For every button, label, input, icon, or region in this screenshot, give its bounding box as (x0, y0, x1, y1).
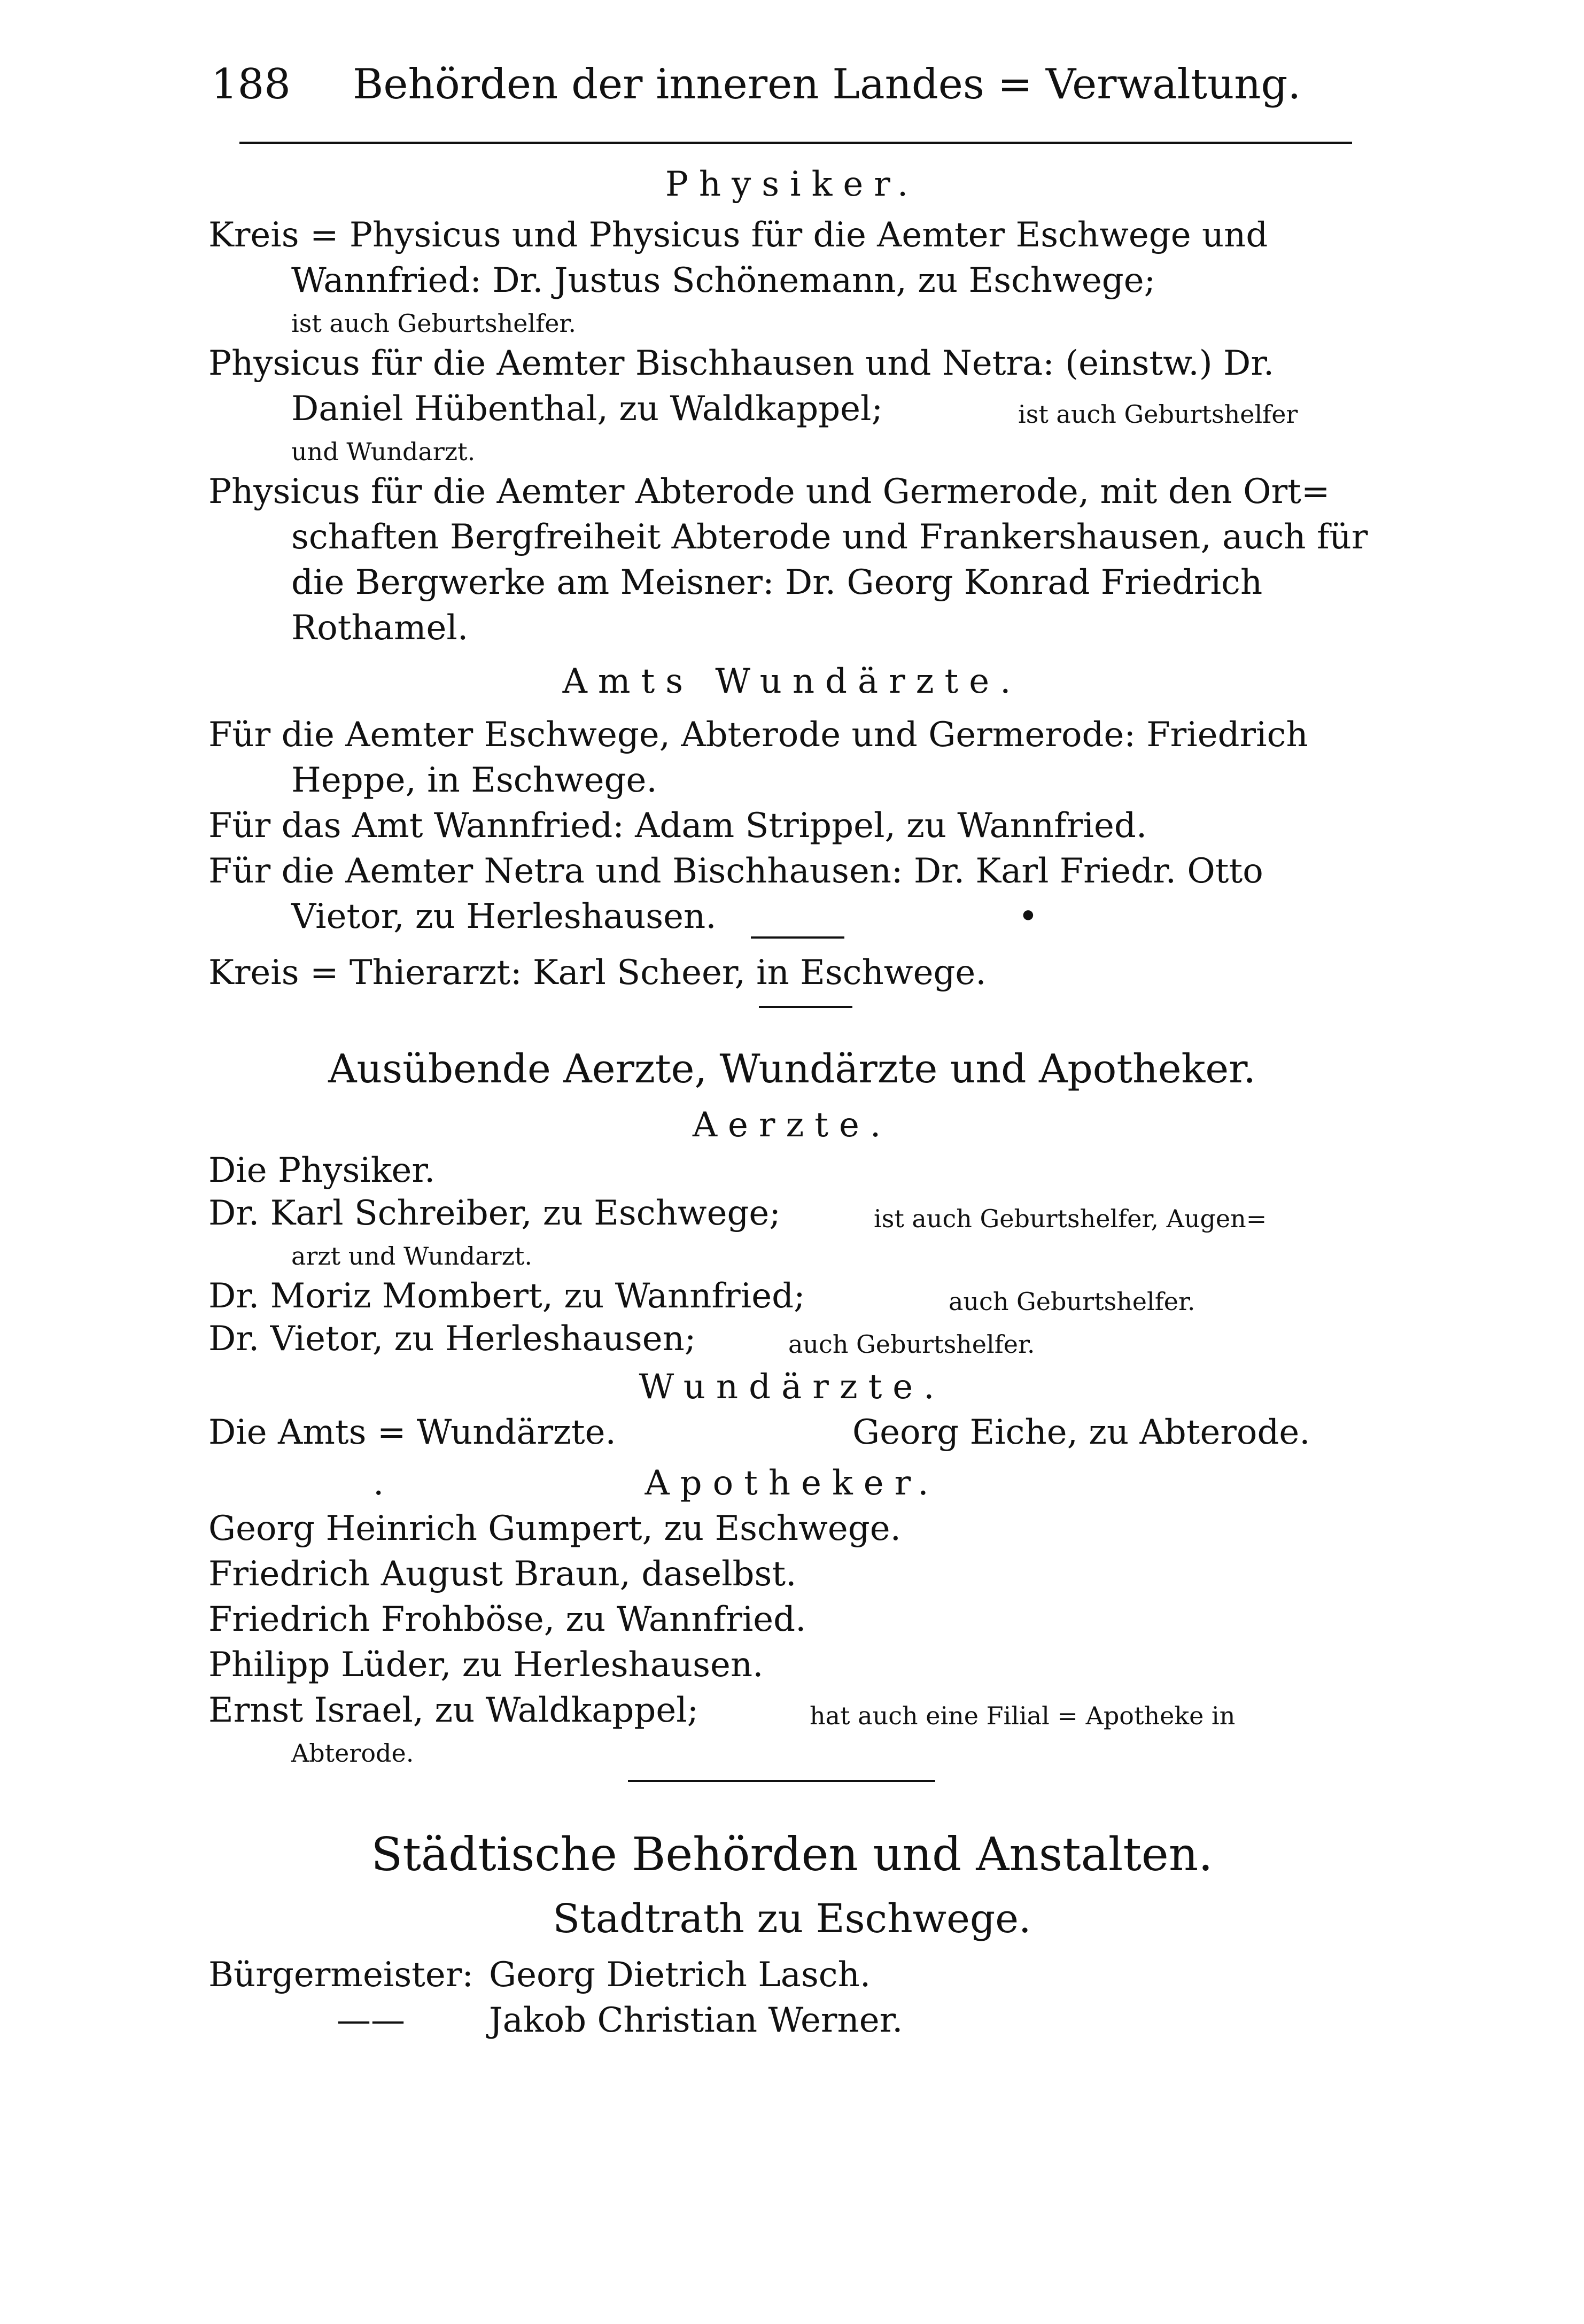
physiker-entry-1-line-2: Wannfried: Dr. Justus Schönemann, zu Eschwege; (291, 261, 1156, 300)
subsection-title-aerzte: Aerzte. (692, 1105, 892, 1145)
aerzte-entry-3-note-inline: auch Geburtshelfer. (949, 1287, 1195, 1316)
apotheker-dot: . (373, 1463, 384, 1503)
physiker-entry-1-line-1: Kreis = Physicus und Physicus für die Aemter Eschwege und (208, 215, 1268, 255)
physiker-entry-3-line-2: schaften Bergfreiheit Abterode und Frankershausen, auch für (291, 517, 1368, 557)
physiker-entry-2-note-inline: ist auch Geburtshelfer (1018, 400, 1298, 429)
amtswundaerzte-entry-3-line-1: Für die Aemter Netra und Bischhausen: Dr. Karl Friedr. Otto (208, 851, 1263, 891)
aerzte-entry-4-note-inline: auch Geburtshelfer. (788, 1330, 1035, 1359)
short-rule-2 (759, 1006, 852, 1008)
apotheker-entry-3: Friedrich Frohböse, zu Wannfried. (208, 1600, 806, 1639)
apotheker-entry-5: Ernst Israel, zu Waldkappel; (208, 1691, 699, 1730)
amtswundaerzte-entry-3-line-2: Vietor, zu Herleshausen. (291, 897, 717, 936)
aerzte-entry-3: Dr. Moriz Mombert, zu Wannfried; (208, 1276, 805, 1316)
apotheker-entry-5-note: Abterode. (291, 1739, 414, 1768)
bullet-mark: • (1018, 897, 1038, 936)
amtswundaerzte-entry-1-line-1: Für die Aemter Eschwege, Abterode und Germerode: Friedrich (208, 715, 1308, 755)
physiker-entry-3-line-3: die Bergwerke am Meisner: Dr. Georg Konrad Friedrich (291, 563, 1263, 602)
physiker-entry-3-line-4: Rothamel. (291, 608, 469, 648)
page-number: 188 (211, 60, 291, 109)
header-rule (239, 142, 1352, 144)
physiker-entry-2-note: und Wundarzt. (291, 437, 476, 466)
section-title-physiker: Physiker. (665, 165, 919, 204)
wundaerzte-left: Die Amts = Wundärzte. (208, 1413, 616, 1452)
apotheker-entry-1: Georg Heinrich Gumpert, zu Eschwege. (208, 1509, 901, 1548)
apotheker-entry-4: Philipp Lüder, zu Herleshausen. (208, 1645, 764, 1685)
physiker-entry-2-line-2: Daniel Hübenthal, zu Waldkappel; (291, 389, 883, 429)
wundaerzte-right: Georg Eiche, zu Abterode. (852, 1413, 1310, 1452)
physiker-entry-2-line-1: Physicus für die Aemter Bischhausen und Netra: (einstw.) Dr. (208, 344, 1275, 383)
subsection-title-apotheker: Apotheker. (645, 1463, 939, 1503)
subsection-title-wundaerzte: Wundärzte. (639, 1367, 945, 1407)
buergermeister-label: Bürgermeister: (208, 1955, 473, 1995)
section-title-amtswundaerzte: Amts Wundärzte. (562, 662, 1022, 701)
aerzte-entry-1: Die Physiker. (208, 1151, 436, 1190)
dash-mark: —— (337, 2001, 405, 2040)
subsection-title-stadtrath: Stadtrath zu Eschwege. (553, 1896, 1031, 1942)
running-title: Behörden der inneren Landes = Verwaltung. (353, 60, 1301, 109)
buergermeister-2: Jakob Christian Werner. (489, 2001, 903, 2040)
amtswundaerzte-entry-2: Für das Amt Wannfried: Adam Strippel, zu Wannfried. (208, 806, 1147, 846)
short-rule-1 (751, 936, 844, 939)
buergermeister-1: Georg Dietrich Lasch. (489, 1955, 871, 1995)
aerzte-entry-2-note: arzt und Wundarzt. (291, 1242, 532, 1271)
section-title-staedtische: Städtische Behörden und Anstalten. (371, 1828, 1213, 1881)
amtswundaerzte-entry-1-line-2: Heppe, in Eschwege. (291, 761, 657, 800)
aerzte-entry-2: Dr. Karl Schreiber, zu Eschwege; (208, 1194, 781, 1233)
apotheker-entry-2: Friedrich August Braun, daselbst. (208, 1554, 797, 1594)
apotheker-entry-5-note-inline: hat auch eine Filial = Apotheke in (810, 1701, 1236, 1730)
physiker-entry-1-note: ist auch Geburtshelfer. (291, 309, 576, 338)
aerzte-entry-4: Dr. Vietor, zu Herleshausen; (208, 1319, 696, 1359)
kreis-thierarzt: Kreis = Thierarzt: Karl Scheer, in Eschwege. (208, 953, 987, 993)
aerzte-entry-2-note-inline: ist auch Geburtshelfer, Augen= (874, 1204, 1267, 1233)
section-rule (628, 1780, 935, 1782)
section-title-ausuebende: Ausübende Aerzte, Wundärzte und Apotheker. (328, 1046, 1256, 1092)
physiker-entry-3-line-1: Physicus für die Aemter Abterode und Germerode, mit den Ort= (208, 472, 1330, 512)
